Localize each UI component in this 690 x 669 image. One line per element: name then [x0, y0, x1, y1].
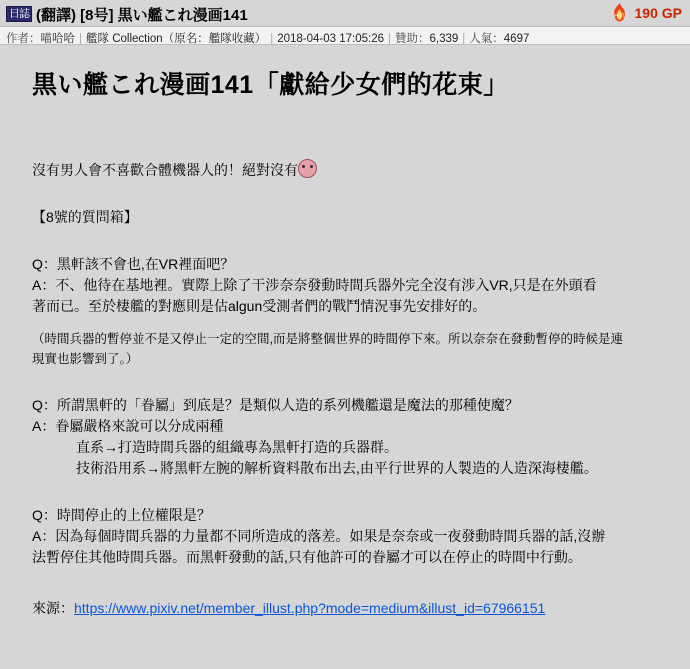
- source-label: 來源：: [32, 600, 74, 616]
- answer-3-line-2: 法暫停住其他時間兵器。而黑軒發動的話,只有他許可的眷屬才可以在停止的時間中行動。: [32, 549, 582, 565]
- flame-icon: [609, 2, 630, 24]
- source-line: [32, 598, 672, 618]
- answer-1-line-1: A：不、他待在基地裡。實際上除了干涉奈奈發動時間兵器外完全沒有涉入VR,只是在外頭看: [32, 277, 597, 293]
- source-link[interactable]: https://www.pixiv.net/member_illust.php?mode=medium&illust_id=67966151: [74, 600, 546, 616]
- section-title: 【8號的質問箱】: [32, 209, 138, 225]
- author-value[interactable]: 喵哈哈: [40, 33, 75, 45]
- popularity-label: 人氣：: [469, 33, 504, 45]
- answer-1-line-2: 著而已。至於棲艦的對應則是估algun受測者們的戰鬥情況事先安排好的。: [32, 298, 487, 314]
- gp-count[interactable]: 190 GP: [634, 5, 682, 21]
- blush-face-emoji: [298, 159, 317, 178]
- post-meta-bar: 作者：喵哈哈 | 艦隊 Collection（原名：艦隊收藏） | 2018-04-03 17:05:26 | 贊助：6,339 | 人氣：4697: [0, 26, 690, 45]
- gp-area: [609, 2, 682, 24]
- board-tag[interactable]: 日誌: [6, 6, 32, 22]
- sponsor-value: 6,339: [429, 33, 459, 45]
- sponsor-label: 贊助：: [395, 33, 430, 45]
- author-label: 作者：: [6, 33, 41, 45]
- content-spacer: [30, 101, 672, 159]
- question-3: Q：時間停止的上位權限是？: [32, 507, 211, 523]
- post-content: [0, 45, 690, 645]
- title-bar: [0, 0, 690, 26]
- post-timestamp: 2018-04-03 17:05:26: [277, 33, 384, 45]
- answer-2-sub-1: 直系→打造時間兵器的組織專為黑軒打造的兵器群。: [76, 439, 398, 455]
- answer-2-sub-2: 技術沿用系→將黑軒左腕的解析資料散布出去,由平行世界的人製造的人造深海棲艦。: [76, 460, 598, 476]
- intro-line: [32, 159, 672, 181]
- intro-text: 沒有男人會不喜歡合體機器人的！絕對沒有: [32, 162, 298, 178]
- answer-3-line-1: A：因為每個時間兵器的力量都不同所造成的落差。如果是奈奈或一夜發動時間兵器的話,沒辦: [32, 528, 606, 544]
- question-1: Q：黑軒該不會也,在VR裡面吧？: [32, 256, 235, 272]
- answer-2: A：眷屬嚴格來說可以分成兩種: [32, 418, 224, 434]
- page-title: (翻譯) [8号] 黒い艦これ漫画141: [36, 6, 248, 24]
- board-name[interactable]: 艦隊 Collection（原名：艦隊收藏）: [86, 33, 267, 45]
- svg-text:HOT: HOT: [613, 13, 625, 20]
- post-heading: 黒い艦これ漫画141「獻給少女們的花束」: [32, 71, 509, 99]
- popularity-value: 4697: [503, 33, 530, 45]
- question-2: Q：所謂黑軒的「眷屬」到底是？是類似人造的系列機艦還是魔法的那種使魔？: [32, 397, 519, 413]
- answer-1-note-line-2: 現實也影響到了。）: [32, 352, 139, 366]
- answer-1-note-line-1: （時間兵器的暫停並不是又停止一定的空間,而是將整個世界的時間停下來。所以奈奈在發動暫停的時候是連: [32, 332, 623, 346]
